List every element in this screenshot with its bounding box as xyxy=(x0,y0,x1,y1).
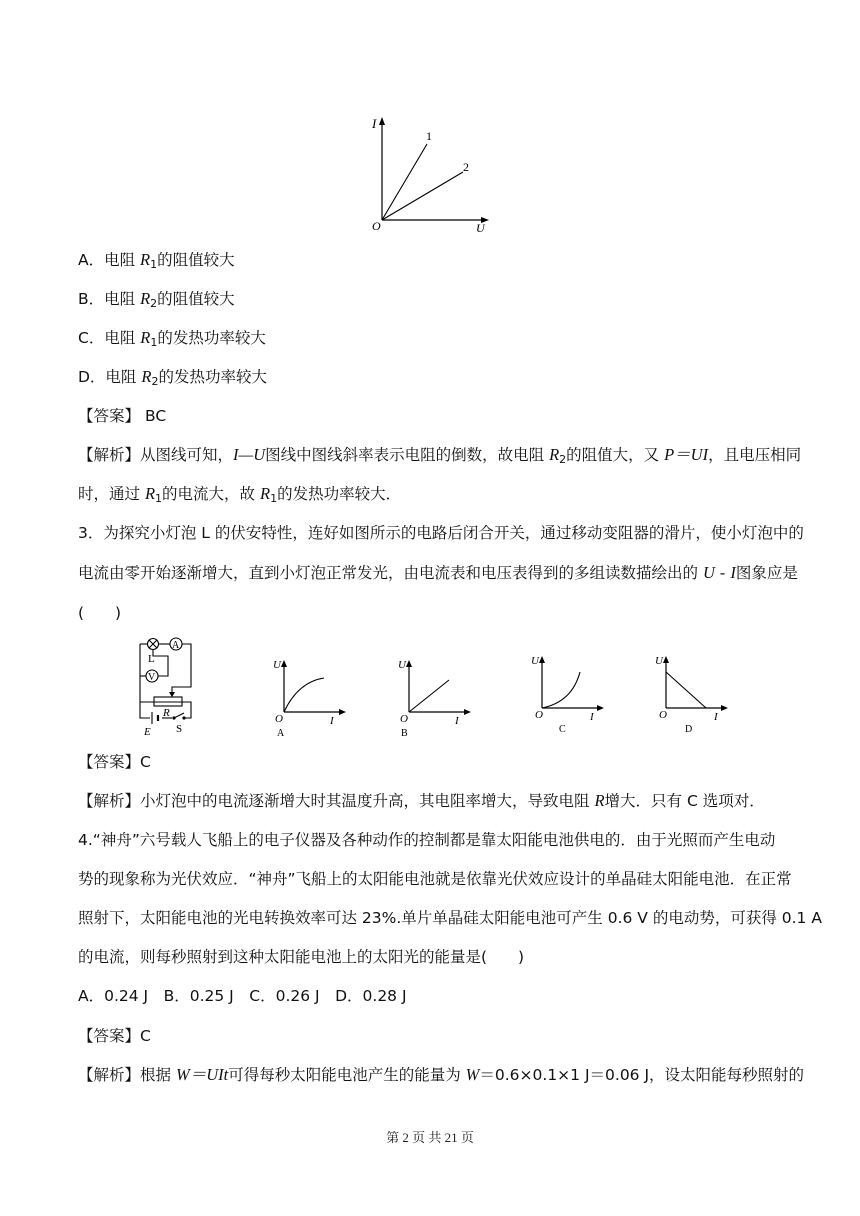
origin-label: O xyxy=(372,219,381,233)
graph-c xyxy=(528,652,608,737)
graph-d-y: U xyxy=(655,655,663,667)
graph-a-label: A xyxy=(277,728,285,739)
option-a: A．电阻 $R_1$的阻值较大 xyxy=(78,250,235,271)
graph-c-curve xyxy=(542,672,580,708)
graph-b-o: O xyxy=(400,713,408,725)
q4-stem-line2: 势的现象称为光伏效应．“神舟”飞船上的太阳能电池就是依靠光伏效应设计的单晶硅太阳能电池．在正常 xyxy=(78,870,792,888)
graph-c-o: O xyxy=(535,709,543,721)
graph-a-o: O xyxy=(275,713,283,725)
graph-d-o: O xyxy=(659,709,667,721)
graph-c-x: I xyxy=(590,711,594,723)
q4-analysis: 【解析】根据 W＝UIt可得每秒太阳能电池产生的能量为 W＝0.6×0.1×1 J＝0.06 J，设太阳能每秒照射的 xyxy=(78,1065,805,1084)
q3-analysis: 【解析】小灯泡中的电流逐渐增大时其温度升高，其电阻率增大，导致电阻 R增大．只有 C 选项对． xyxy=(78,791,765,810)
q3-stem-line1: 3．为探究小灯泡 L 的伏安特性，连好如图所示的电路后闭合开关，通过移动变阻器的滑片，使小灯泡中的 xyxy=(78,524,804,542)
q2-analysis-line2: 时，通过 $R_1$的电流大，故 $R_1$的发热功率较大． xyxy=(78,484,402,505)
graph-c-y: U xyxy=(531,655,539,667)
q3-answer: 【答案】C xyxy=(78,753,151,771)
y-axis-label: I xyxy=(372,116,377,131)
graph-c-label: C xyxy=(559,724,566,735)
graph-a-y: U xyxy=(273,659,281,671)
switch-icon xyxy=(174,713,184,718)
q4-stem-line3: 照射下，太阳能电池的光电转换效率可达 23%.单片单晶硅太阳能电池可产生 0.6 V 的电动势，可获得 0.1 A xyxy=(78,909,822,927)
iu-graph-figure xyxy=(360,110,500,235)
voltmeter-label: V xyxy=(148,672,156,683)
graph-d xyxy=(652,652,732,737)
graph-d-label: D xyxy=(685,724,693,735)
page-footer: 第 2 页 共 21 页 xyxy=(386,1130,474,1145)
q4-options: A．0.24 J B．0.25 J C．0.26 J D．0.28 J xyxy=(78,987,407,1005)
circuit-diagram xyxy=(128,632,208,742)
line-1-label: 1 xyxy=(426,129,432,143)
line-2 xyxy=(382,172,463,220)
q4-answer: 【答案】C xyxy=(78,1027,151,1045)
graph-b-line xyxy=(409,680,449,712)
graph-a-x: I xyxy=(330,715,334,727)
graph-b-label: B xyxy=(401,728,408,739)
graph-a-curve xyxy=(284,678,324,712)
line-1 xyxy=(382,144,427,220)
q2-analysis-line1: 【解析】从图线可知，I—U图线中图线斜率表示电阻的倒数，故电阻 $R_2$的阻值大，又 P＝UI，且电压相同 xyxy=(78,445,802,466)
switch-label: S xyxy=(176,723,183,735)
q4-stem-line1: 4.“神舟”六号载人飞船上的电子仪器及各种动作的控制都是靠太阳能电池供电的．由于光照而产生电动 xyxy=(78,831,776,849)
x-axis-label: U xyxy=(476,221,485,235)
q2-answer: 【答案】 BC xyxy=(78,407,167,425)
line-2-label: 2 xyxy=(463,160,469,174)
battery-label: E xyxy=(144,726,151,738)
option-b: B．电阻 $R_2$的阻值较大 xyxy=(78,289,235,310)
rheostat-label: R xyxy=(163,707,170,719)
graph-a xyxy=(270,656,350,741)
lamp-label: L xyxy=(148,653,155,665)
ammeter-label: A xyxy=(172,640,180,651)
q3-stem-line2: 电流由零开始逐渐增大，直到小灯泡正常发光，由电流表和电压表得到的多组读数描绘出的 U - I图象应是 xyxy=(78,563,798,582)
option-d: D．电阻 $R_2$的发热功率较大 xyxy=(78,367,267,388)
graph-b-y: U xyxy=(398,659,406,671)
q3-stem-line3: ( ) xyxy=(78,604,122,622)
graph-b-x: I xyxy=(455,715,459,727)
graph-b xyxy=(395,656,475,741)
graph-d-line xyxy=(666,672,706,708)
option-c: C．电阻 $R_1$的发热功率较大 xyxy=(78,328,266,349)
graph-d-x: I xyxy=(714,711,718,723)
q4-stem-line4: 的电流，则每秒照射到这种太阳能电池上的太阳光的能量是( ) xyxy=(78,948,525,966)
